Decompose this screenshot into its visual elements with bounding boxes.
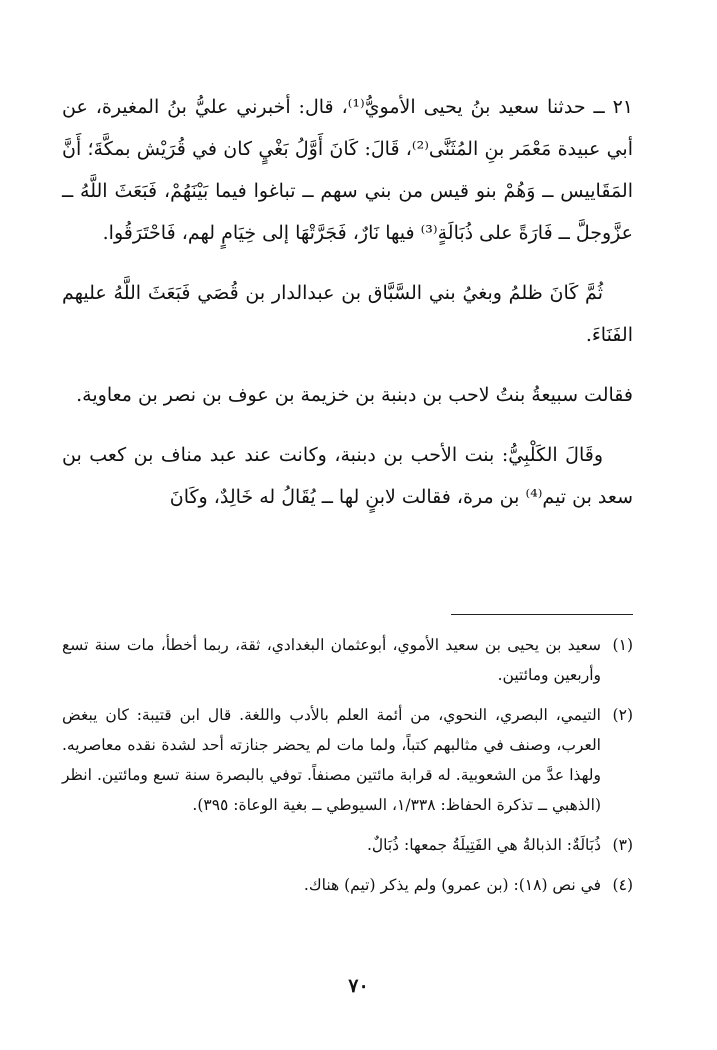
paragraph-sabbaq: ثُمَّ كَانَ ظلمُ وبغيُ بني السَّبَّاق بن عبدالدار بن قُصَي فَبَعَثَ اللَّهُ عليهم الفَنَاءَ.: [62, 282, 633, 346]
footnote-number: (٤): [612, 876, 633, 894]
footnote-text: ذُبَالَةٌ: الذبالةُ هي الفَتِيلَةُ جمعها: ذُبَالٌ.: [366, 836, 601, 854]
paragraph-hadith-21: ٢١ ــ حدثنا سعيد بنُ يحيى الأمويُّ⁽¹⁾، قال: أخبرني عليُّ بنُ المغيرة، عن أبي عبيدة مَعْمَر بنِ المُثَنَّى⁽²⁾، قَالَ: كَانَ أَوَّلُ بَغْيٍ كان في قُرَيْش بمكَّةَ؛ أَنَّ المَقَاييس ــ وَهُمْ بنو قيس من بني سهم ــ تباغوا فيما بَيْنَهُمْ، فَبَعَثَ اللَّهُ ــ عزَّوجلَّ ــ فَارَةً على ذُبَالَةٍ⁽³⁾ فيها نَارٌ، فَجَرَّتْهَا إلى خِيَامٍ لهم، فَاحْتَرَقُوا.: [62, 96, 633, 244]
footnote-number: (١): [612, 636, 633, 654]
footnote-text: في نص (١٨): (بن عمرو) ولم يذكر (تيم) هناك.: [303, 876, 601, 894]
footnote-number: (٣): [612, 836, 633, 854]
paragraph-subayah: فقالت سبيعةُ بنتُ لاحب بن دبنبة بن خزيمة بن عوف بن نصر بن معاوية.: [76, 384, 633, 406]
footnote: [62, 700, 633, 820]
footnote-number: (٢): [612, 706, 633, 724]
footnote: [62, 830, 633, 860]
paragraph-kalbi: وقَالَ الكَلْبِيُّ: بنت الأحب بن دبنبة، وكانت عند عبد مناف بن كعب بن سعد بن تيم⁽⁴⁾ بن مرة، فقالت لابنٍ لها ــ يُقَالُ له خَالِدٌ، وكَانَ: [62, 444, 633, 508]
main-text: [62, 86, 633, 518]
footnote-separator: [451, 614, 633, 615]
footnote-text: التيمي، البصري، النحوي، من أئمة العلم بالأدب واللغة. قال ابن قتيبة: كان يبغض العرب، وصنف في مثالبهم كتباً، ولما مات لم يحضر جنازته أحد لشدة نقده معاصريه. ولهذا عدَّ من الشعوبية. له قرابة مائتين مصنفاً. توفي بالبصرة سنة تسع ومائتين. انظر (الذهبي ــ تذكرة الحفاظ: ١/٣٣٨، السيوطي ــ بغية الوعاة: ٣٩٥).: [62, 706, 601, 814]
page-number: ٧٠: [348, 975, 369, 997]
footnote-text: سعيد بن يحيى بن سعيد الأموي، أبوعثمان البغدادي، ثقة، ربما أخطأ، مات سنة تسع وأربعين ومائتين.: [62, 636, 601, 684]
footnotes: [62, 630, 633, 910]
footnote: [62, 870, 633, 900]
footnote: [62, 630, 633, 690]
